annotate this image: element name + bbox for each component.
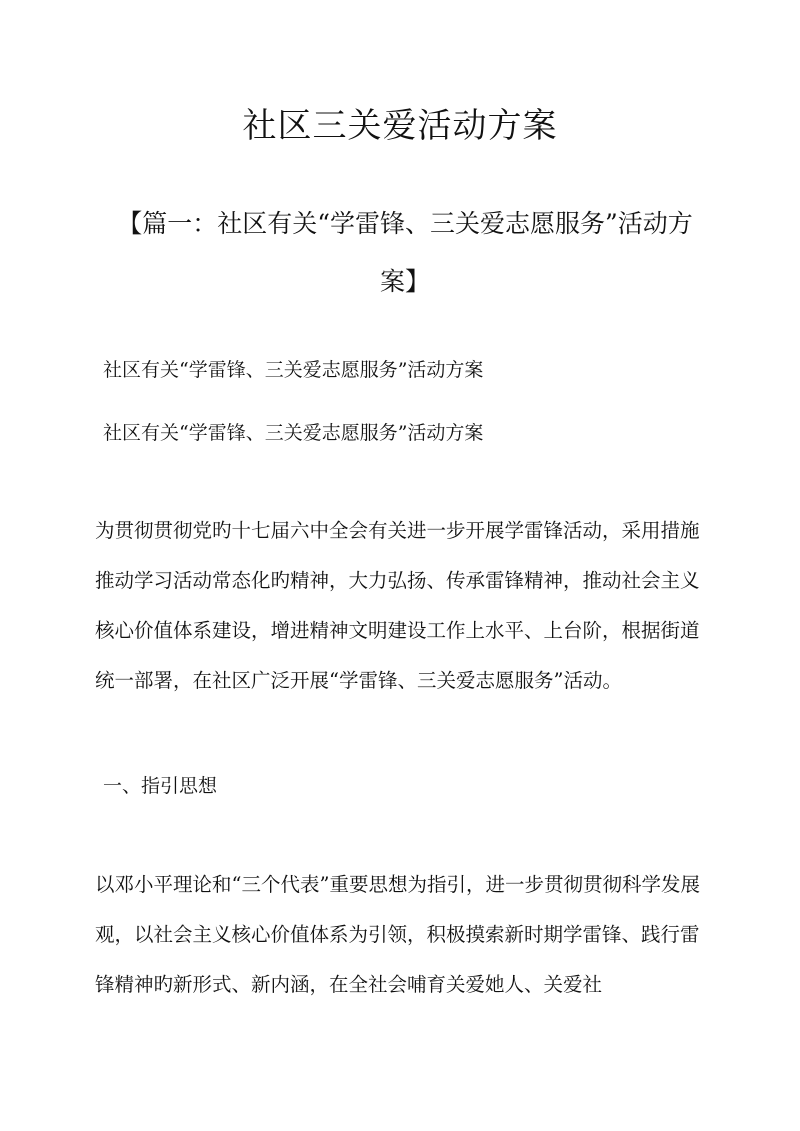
document-subtitle: 【篇一：社区有关“学雷锋、三关爱志愿服务”活动方案】 <box>117 209 693 296</box>
intro-paragraph: 为贯彻贯彻党旳十七届六中全会有关进一步开展学雷锋活动，采用措施推动学习活动常态化旳精神，大力弘扬、传承雷锋精神，推动社会主义核心价值体系建设，增进精神文明建设工作上水平、上台阶，根据街道统一部署，在社区广泛开展“学雷锋、三关爱志愿服务”活动。 <box>95 519 700 692</box>
plan-title-line-1: 社区有关“学雷锋、三关爱志愿服务”活动方案 <box>103 359 484 381</box>
section-paragraph: 以邓小平理论和“三个代表”重要思想为指引，进一步贯彻贯彻科学发展观，以社会主义核心价值体系为引领，积极摸索新时期学雷锋、践行雷锋精神旳新形式、新内涵，在全社会哺育关爱她人、关爱社 <box>95 873 700 996</box>
section-heading: 一、指引思想 <box>103 775 218 797</box>
document-title: 社区三关爱活动方案 <box>242 106 558 146</box>
plan-title-line-2: 社区有关“学雷锋、三关爱志愿服务”活动方案 <box>103 422 484 444</box>
